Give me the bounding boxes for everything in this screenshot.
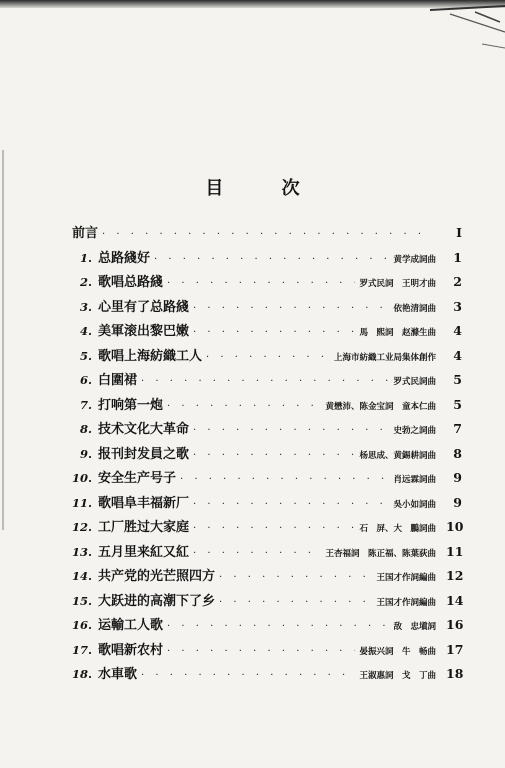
entry-credits: 吳小如詞曲 <box>393 499 436 510</box>
entry-credits: 罗式民詞 王明才曲 <box>359 279 436 289</box>
entry-number: 8. <box>79 422 92 436</box>
dot-leader <box>141 670 355 681</box>
dot-leader <box>193 499 389 510</box>
toc-entry[interactable] <box>72 222 462 247</box>
toc-entry[interactable] <box>72 418 462 443</box>
toc-entry[interactable] <box>72 247 462 272</box>
dot-leader <box>167 646 355 657</box>
entry-page-number: 14 <box>446 592 464 608</box>
entry-credits: 王国才作詞編曲 <box>376 597 436 608</box>
toc-title: 目 次 <box>205 178 326 199</box>
toc-entry[interactable] <box>72 639 462 664</box>
entry-credits: 王淑惠詞 戈 丁曲 <box>359 671 436 681</box>
entry-number: 14. <box>72 569 93 583</box>
dot-leader <box>102 229 432 240</box>
entry-page-number: 11 <box>446 543 464 559</box>
entry-title: 五月里来紅又紅 <box>98 544 190 560</box>
entry-title: 技术文化大革命 <box>98 422 190 437</box>
entry-number: 5. <box>79 348 92 363</box>
entry-page-number: 2 <box>453 274 462 289</box>
entry-page-number: 17 <box>446 641 464 657</box>
toc-entry[interactable] <box>72 541 462 566</box>
dot-leader <box>193 548 321 559</box>
dot-leader <box>206 352 330 363</box>
entry-number: 4. <box>79 324 92 338</box>
entry-number: 18. <box>72 667 93 681</box>
toc-entry[interactable] <box>72 590 462 615</box>
entry-number: 6. <box>79 373 92 387</box>
scan-corner-marks <box>430 4 505 54</box>
entry-title: 前言 <box>72 226 99 241</box>
entry-credits: 敌 忠塡詞 <box>393 622 436 632</box>
dot-leader <box>167 401 321 412</box>
entry-number: 7. <box>79 397 92 412</box>
entry-number: 15. <box>72 593 93 608</box>
dot-leader <box>193 425 389 436</box>
entry-title: 大跃进的高潮下了乡 <box>98 593 216 609</box>
entry-number: 9. <box>79 446 92 461</box>
entry-credits: 罗式民詞曲 <box>393 377 436 387</box>
entry-title: 运輸工人歌 <box>98 618 164 633</box>
entry-title: 美軍滚出黎巴嫩 <box>98 324 190 339</box>
entry-page-number: 16 <box>446 617 464 632</box>
toc-entry[interactable] <box>72 296 462 321</box>
toc-entry[interactable] <box>72 271 462 296</box>
toc-entry[interactable] <box>72 369 462 394</box>
dot-leader <box>167 278 355 289</box>
entry-number: 12. <box>72 520 93 534</box>
entry-page-number: 10 <box>446 519 464 534</box>
entry-page-number: I <box>456 225 462 240</box>
entry-title: 白圍裙 <box>98 373 138 388</box>
entry-credits: 石 屏、大 鵬詞曲 <box>359 524 436 534</box>
toc-entry[interactable] <box>72 663 462 688</box>
toc-entry[interactable] <box>72 565 462 590</box>
entry-credits: 肖远霖詞曲 <box>393 475 436 485</box>
entry-title: 心里有了总路綫 <box>98 299 190 315</box>
entry-number: 10. <box>72 471 93 485</box>
dot-leader <box>141 376 389 387</box>
entry-credits: 黄学成詞曲 <box>393 254 436 265</box>
entry-title: 歌唱阜丰福新厂 <box>98 495 190 511</box>
entry-page-number: 8 <box>453 445 462 461</box>
dot-leader <box>193 327 355 338</box>
toc-entry[interactable] <box>72 516 462 541</box>
entry-page-number: 3 <box>453 298 462 314</box>
entry-title: 报刊封发員之歌 <box>98 446 190 462</box>
dot-leader <box>167 621 389 632</box>
dot-leader <box>193 450 355 461</box>
entry-page-number: 12 <box>446 568 464 583</box>
dot-leader <box>219 597 372 608</box>
dot-leader <box>193 303 389 314</box>
entry-title: 水車歌 <box>98 667 138 682</box>
entry-title: 共产党的光芒照四方 <box>98 569 216 584</box>
entry-credits: 黄懋沛、陈金宝詞 童本仁曲 <box>325 401 436 412</box>
table-of-contents <box>72 222 462 688</box>
dot-leader <box>219 572 372 583</box>
entry-credits: 晏振兴詞 牛 畅曲 <box>359 646 436 657</box>
entry-number: 17. <box>72 642 93 657</box>
entry-page-number: 18 <box>446 666 464 681</box>
entry-credits: 依艳清詞曲 <box>393 303 436 314</box>
entry-number: 1. <box>79 250 92 265</box>
entry-credits: 馬 熙詞 赵滌生曲 <box>359 328 436 338</box>
entry-credits: 上海市紡織工业局集体創作 <box>333 352 436 363</box>
toc-entry[interactable] <box>72 467 462 492</box>
entry-title: 工厂胜过大家庭 <box>98 520 190 535</box>
dot-leader <box>154 254 389 265</box>
toc-entry[interactable] <box>72 443 462 468</box>
toc-entry[interactable] <box>72 320 462 345</box>
entry-title: 总路綫好 <box>98 250 151 266</box>
entry-title: 歌唱上海紡織工人 <box>98 348 203 364</box>
entry-title: 歌唱新农村 <box>98 642 164 658</box>
entry-number: 16. <box>72 618 93 632</box>
entry-title: 安全生产号子 <box>98 471 177 486</box>
entry-number: 13. <box>72 544 93 559</box>
entry-page-number: 4 <box>453 347 462 363</box>
entry-page-number: 9 <box>453 470 462 485</box>
entry-title: 打响第一炮 <box>98 397 164 413</box>
toc-entry[interactable] <box>72 394 462 419</box>
entry-number: 3. <box>79 299 92 314</box>
scan-left-edge <box>2 150 4 530</box>
entry-page-number: 7 <box>453 421 462 436</box>
entry-credits: 杨思成、黄錫耕詞曲 <box>359 450 436 461</box>
dot-leader <box>180 474 389 485</box>
entry-title: 歌唱总路綫 <box>98 275 164 290</box>
entry-page-number: 4 <box>453 323 462 338</box>
toc-entry[interactable] <box>72 492 462 517</box>
entry-number: 11. <box>72 495 93 510</box>
entry-credits: 史勃之詞曲 <box>393 426 436 436</box>
toc-entry[interactable] <box>72 614 462 639</box>
entry-credits: 王杏福詞 陈正福、陈葉荻曲 <box>325 548 436 559</box>
dot-leader <box>193 523 355 534</box>
entry-page-number: 9 <box>453 494 462 510</box>
toc-entry[interactable] <box>72 345 462 370</box>
entry-page-number: 1 <box>453 249 462 265</box>
entry-number: 2. <box>79 275 92 289</box>
entry-page-number: 5 <box>453 396 462 412</box>
entry-credits: 王国才作詞編曲 <box>376 573 436 583</box>
entry-page-number: 5 <box>453 372 462 387</box>
